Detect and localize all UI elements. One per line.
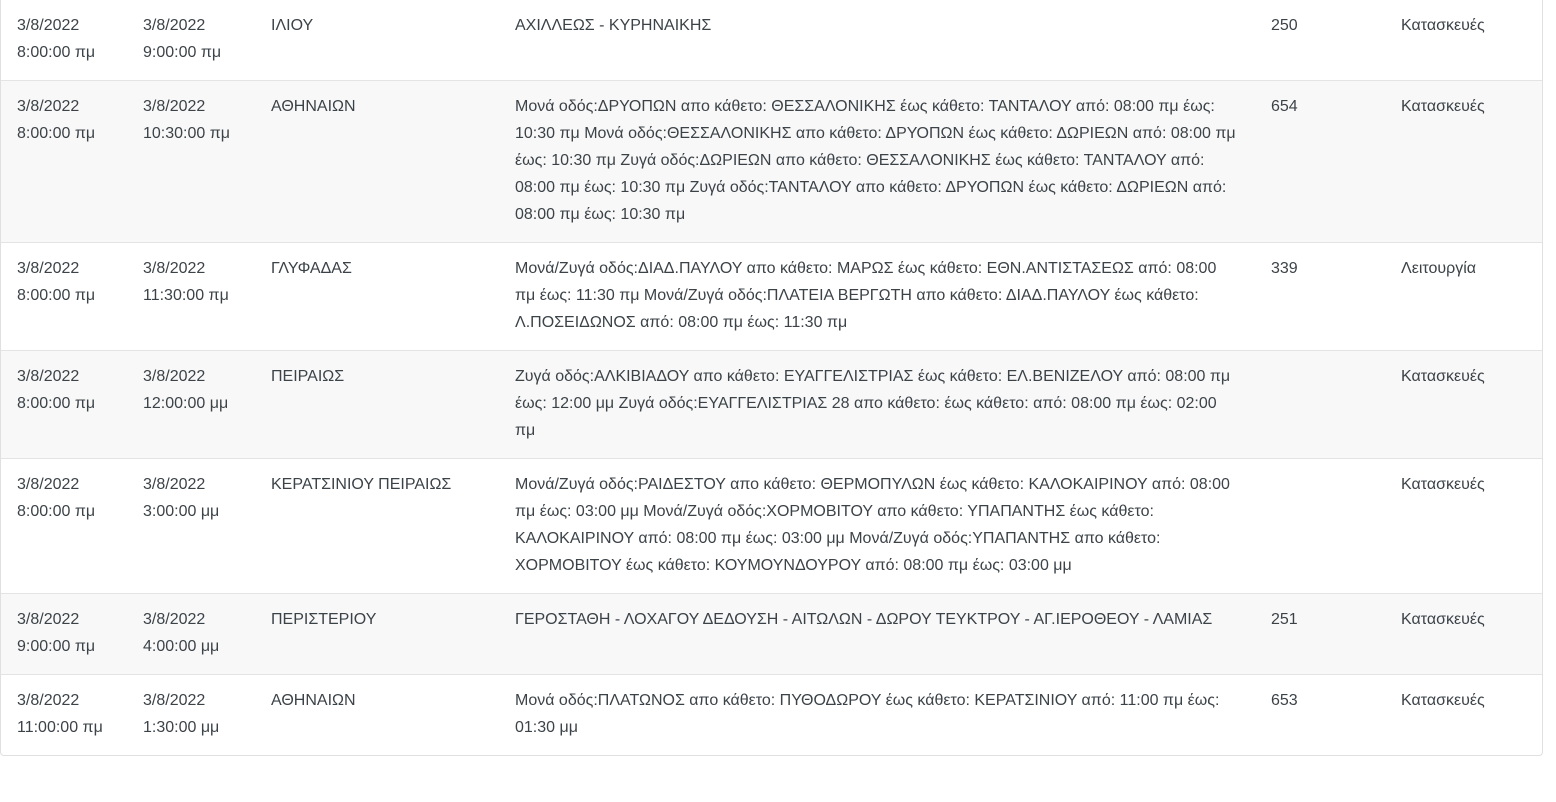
end-datetime-cell: 3/8/2022 9:00:00 πμ	[143, 17, 222, 61]
municipality-cell: ΑΘΗΝΑΙΩΝ	[255, 81, 499, 243]
incident-number-cell: 654	[1255, 81, 1385, 243]
start-datetime-cell: 3/8/2022 11:00:00 πμ	[1, 675, 127, 756]
category-cell: Κατασκευές	[1401, 17, 1485, 34]
table-row	[1, 0, 1542, 81]
municipality-cell: ΚΕΡΑΤΣΙΝΙΟΥ ΠΕΙΡΑΙΩΣ	[255, 459, 499, 594]
outage-table-body	[1, 0, 1542, 755]
table-row	[1, 243, 1542, 351]
end-datetime-cell: 3/8/2022 10:30:00 πμ	[127, 81, 255, 243]
start-datetime-cell: 3/8/2022 8:00:00 πμ	[17, 17, 96, 61]
end-datetime-cell: 3/8/2022 11:30:00 πμ	[127, 243, 255, 351]
table-row	[1, 459, 1542, 594]
start-datetime-cell: 3/8/2022 8:00:00 πμ	[1, 459, 127, 594]
affected-streets-cell: Μονά οδός:ΠΛΑΤΩΝΟΣ απο κάθετο: ΠΥΘΟΔΩΡΟΥ έως κάθετο: ΚΕΡΑΤΣΙΝΙΟΥ από: 11:00 πμ έως: 01:30 μμ	[499, 675, 1255, 756]
affected-streets-cell: Ζυγά οδός:ΑΛΚΙΒΙΑΔΟΥ απο κάθετο: ΕΥΑΓΓΕΛΙΣΤΡΙΑΣ έως κάθετο: ΕΛ.ΒΕΝΙΖΕΛΟΥ από: 08:00 πμ έως: 12:00 μμ Ζυγά οδός:ΕΥΑΓΓΕΛΙΣΤΡΙΑΣ 28 απο κάθετο: έως κάθετο: από: 08:00 πμ έως: 02:00 πμ	[499, 351, 1255, 459]
start-datetime-cell: 3/8/2022 8:00:00 πμ	[1, 351, 127, 459]
end-datetime-cell: 3/8/2022 12:00:00 μμ	[127, 351, 255, 459]
category-cell: Κατασκευές	[1385, 594, 1542, 675]
table-row	[1, 81, 1542, 243]
start-datetime-cell: 3/8/2022 8:00:00 πμ	[1, 243, 127, 351]
municipality-cell: ΓΛΥΦΑΔΑΣ	[255, 243, 499, 351]
municipality-cell: ΠΕΙΡΑΙΩΣ	[255, 351, 499, 459]
table-row	[1, 594, 1542, 675]
table-row	[1, 351, 1542, 459]
end-datetime-cell: 3/8/2022 4:00:00 μμ	[127, 594, 255, 675]
start-datetime-cell: 3/8/2022 8:00:00 πμ	[1, 81, 127, 243]
category-cell: Κατασκευές	[1385, 81, 1542, 243]
incident-number-cell: 251	[1255, 594, 1385, 675]
table-row	[1, 675, 1542, 756]
category-cell: Κατασκευές	[1385, 351, 1542, 459]
municipality-cell: ΑΘΗΝΑΙΩΝ	[255, 675, 499, 756]
end-datetime-cell: 3/8/2022 3:00:00 μμ	[127, 459, 255, 594]
affected-streets-cell: ΓΕΡΟΣΤΑΘΗ - ΛΟΧΑΓΟΥ ΔΕΔΟΥΣΗ - ΑΙΤΩΛΩΝ - ΔΩΡΟΥ ΤΕΥΚΤΡΟΥ - ΑΓ.ΙΕΡΟΘΕΟΥ - ΛΑΜΙΑΣ	[499, 594, 1255, 675]
affected-streets-cell: Μονά/Ζυγά οδός:ΔΙΑΔ.ΠΑΥΛΟΥ απο κάθετο: ΜΑΡΩΣ έως κάθετο: ΕΘΝ.ΑΝΤΙΣΤΑΣΕΩΣ από: 08:00 πμ έως: 11:30 πμ Μονά/Ζυγά οδός:ΠΛΑΤΕΙΑ ΒΕΡΓΩΤΗ απο κάθετο: ΔΙΑΔ.ΠΑΥΛΟΥ έως κάθετο: Λ.ΠΟΣΕΙΔΩΝΟΣ από: 08:00 πμ έως: 11:30 πμ	[499, 243, 1255, 351]
category-cell: Κατασκευές	[1385, 459, 1542, 594]
affected-streets-cell: ΑΧΙΛΛΕΩΣ - ΚΥΡΗΝΑΙΚΗΣ	[515, 17, 712, 34]
incident-number-cell: 339	[1255, 243, 1385, 351]
affected-streets-cell: Μονά/Ζυγά οδός:ΡΑΙΔΕΣΤΟΥ απο κάθετο: ΘΕΡΜΟΠΥΛΩΝ έως κάθετο: ΚΑΛΟΚΑΙΡΙΝΟΥ από: 08:00 πμ έως: 03:00 μμ Μονά/Ζυγά οδός:ΧΟΡΜΟΒΙΤΟΥ απο κάθετο: ΥΠΑΠΑΝΤΗΣ έως κάθετο: ΚΑΛΟΚΑΙΡΙΝΟΥ από: 08:00 πμ έως: 03:00 μμ Μονά/Ζυγά οδός:ΥΠΑΠΑΝΤΗΣ απο κάθετο: ΧΟΡΜΟΒΙΤΟΥ έως κάθετο: ΚΟΥΜΟΥΝΔΟΥΡΟΥ από: 08:00 πμ έως: 03:00 μμ	[499, 459, 1255, 594]
end-datetime-cell: 3/8/2022 1:30:00 μμ	[127, 675, 255, 756]
start-datetime-cell: 3/8/2022 9:00:00 πμ	[1, 594, 127, 675]
affected-streets-cell: Μονά οδός:ΔΡΥΟΠΩΝ απο κάθετο: ΘΕΣΣΑΛΟΝΙΚΗΣ έως κάθετο: ΤΑΝΤΑΛΟΥ από: 08:00 πμ έως: 10:30 πμ Μονά οδός:ΘΕΣΣΑΛΟΝΙΚΗΣ απο κάθετο: ΔΡΥΟΠΩΝ έως κάθετο: ΔΩΡΙΕΩΝ από: 08:00 πμ έως: 10:30 πμ Ζυγά οδός:ΔΩΡΙΕΩΝ απο κάθετο: ΘΕΣΣΑΛΟΝΙΚΗΣ έως κάθετο: ΤΑΝΤΑΛΟΥ από: 08:00 πμ έως: 10:30 πμ Ζυγά οδός:ΤΑΝΤΑΛΟΥ απο κάθετο: ΔΡΥΟΠΩΝ έως κάθετο: ΔΩΡΙΕΩΝ από: 08:00 πμ έως: 10:30 πμ	[499, 81, 1255, 243]
municipality-cell: ΙΛΙΟΥ	[271, 17, 314, 34]
outage-table	[1, 0, 1542, 755]
incident-number-cell: 653	[1255, 675, 1385, 756]
incident-number-cell	[1255, 459, 1385, 594]
category-cell: Λειτουργία	[1385, 243, 1542, 351]
incident-number-cell	[1255, 351, 1385, 459]
municipality-cell: ΠΕΡΙΣΤΕΡΙΟΥ	[255, 594, 499, 675]
incident-number-cell: 250	[1271, 17, 1298, 34]
category-cell: Κατασκευές	[1385, 675, 1542, 756]
